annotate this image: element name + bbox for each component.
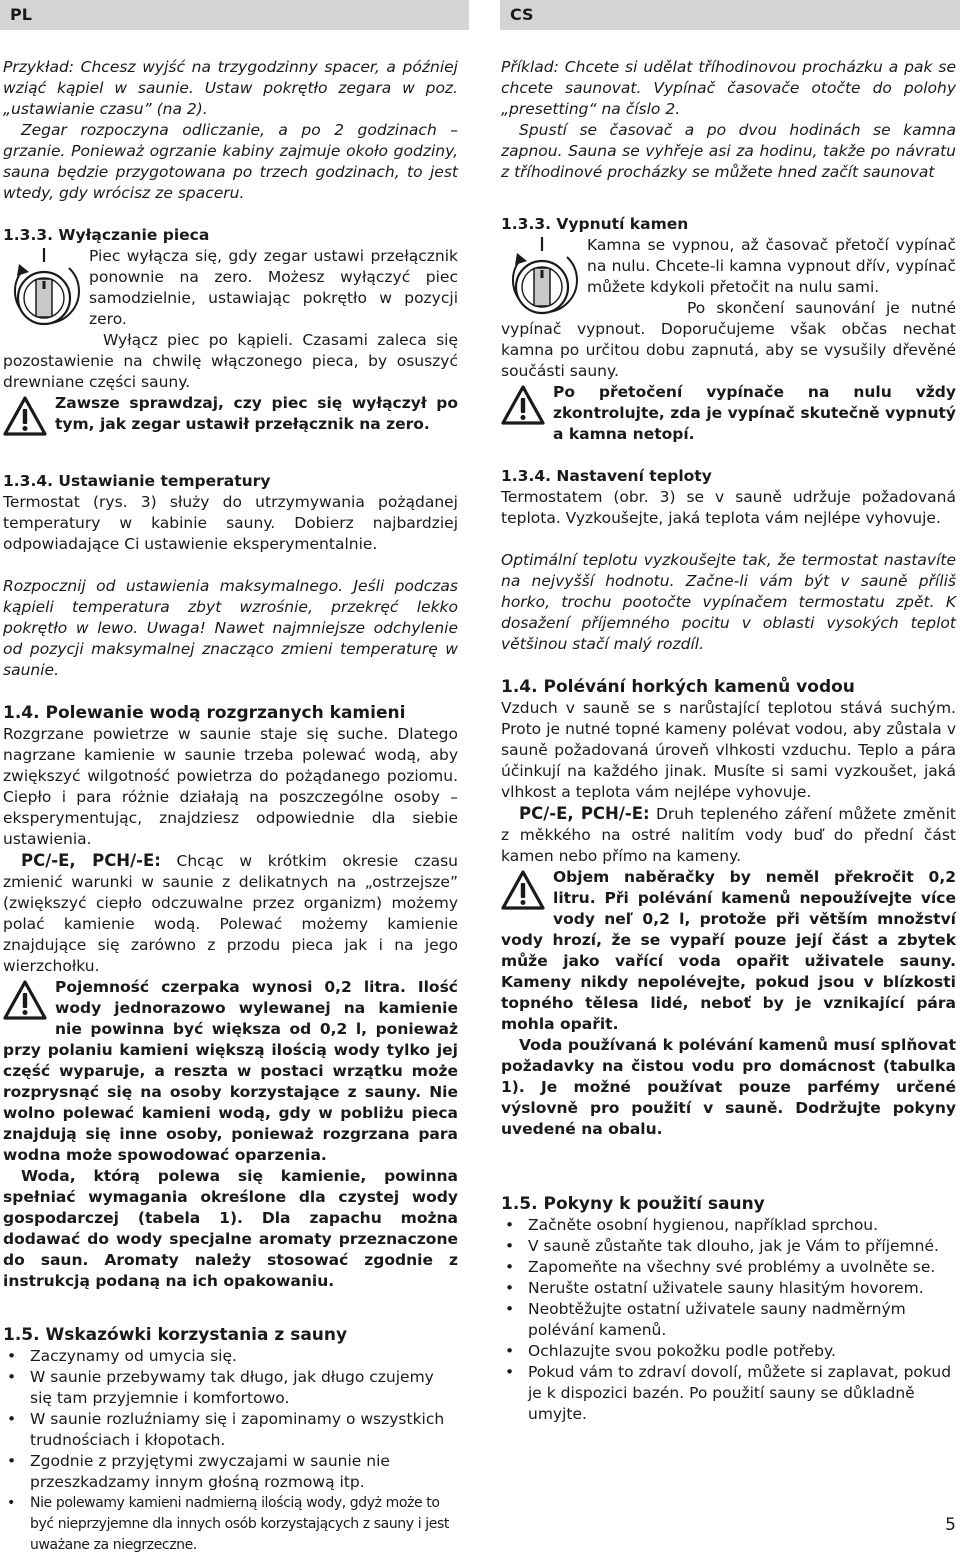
list-item: • W saunie rozluźniamy się i zapominamy o wszystkich trudnościach i kłopotach. — [3, 1409, 458, 1451]
cs-s133-p2: Po skončení saunování je nutné vypínač vypnout. Doporučujeme však občas nechat kamna po určitou dobu zapnutá, aby se vysušily dřevěné součásti sauny. — [501, 299, 956, 380]
cs-example-2: Spustí se časovač a po dvou hodinách se kamna zapnou. Sauna se vyhřeje asi za hodinu, takže po návratu z tříhodinové procházky se můžete hned začít saunovat — [501, 121, 956, 181]
page-number: 5 — [945, 1515, 956, 1535]
pl-s14-p3: Woda, którą polewa się kamienie, powinna spełniać wymagania określone dla czystej wody gospodarczej (tabela 1). Dla zapachu można dodawać do wody specjalne aromaty przeznaczone do saun. Aromaty należy stosować zgodnie z instrukcją podaną na ich opakowaniu. — [3, 1167, 458, 1290]
pl-s134-p2: Rozpocznij od ustawienia maksymalnego. Jeśli podczas kąpieli temperatura zbyt wzrośnie, przekręć lekko pokrętło w lewo. Uwaga! Nawet najmniejsze odchylenie od pozycji maksymalnej znacząco zmieni temperaturę w saunie. — [3, 577, 458, 679]
list-item: • Začněte osobní hygienou, například sprchou. — [501, 1215, 956, 1236]
list-item: • Zapomeňte na všechny své problémy a uvolněte se. — [501, 1257, 956, 1278]
list-item: • Nerušte ostatní uživatele sauny hlasitým hovorem. — [501, 1278, 956, 1299]
pl-s14-warning: Pojemność czerpaka wynosi 0,2 litra. Ilość wody jednorazowo wylewanej na kamienie nie powinna być większa od 0,2 l, ponieważ przy polaniu kamieni większą ilością wody tylko jej część wyparuje, a reszta w postaci wrzątku może rozprysnąć się na osoby korzystające z sauny. Nie wolno polewać kamieni wodą, gdy w pobliżu pieca znajdują się inne osoby, ponieważ rozgrzana para wodna może spowodować oparzenia. — [3, 978, 458, 1164]
pl-s14-p2-lead: PC/-E, PCH/-E: — [21, 851, 161, 870]
pl-section-1-3-4-title: 1.3.4. Ustawianie temperatury — [3, 472, 271, 490]
pl-s134-p1: Termostat (rys. 3) służy do utrzymywania pożądanej temperatury w kabinie sauny. Dobierz najbardziej odpowiadające Ci ustawienie eksperymentalnie. — [3, 493, 458, 553]
pl-tips-list — [3, 1346, 458, 1556]
language-tab-pl: PL — [0, 0, 469, 30]
warning-icon — [501, 869, 545, 913]
cs-s134-p2: Optimální teplotu vyzkoušejte tak, že termostat nastavíte na nejvyšší hodnotu. Začne-li vám být v sauně příliš horko, trochu pootočte vypínačem termostatu zpět. K dosažení příjemného pocitu v oblasti vysokých teplot většinou stačí malý rozdíl. — [501, 551, 956, 653]
list-item: • Zgodnie z przyjętymi zwyczajami w saunie nie przeszkadzamy innym głośną rozmową itp. — [3, 1451, 458, 1493]
cs-section-1-5-title: 1.5. Pokyny k použití sauny — [501, 1194, 765, 1214]
warning-icon — [3, 979, 47, 1023]
list-item: • W saunie przebywamy tak długo, jak długo czujemy się tam przyjemnie i komfortowo. — [3, 1367, 458, 1409]
cs-s14-p2 — [501, 803, 956, 867]
cs-tips-list — [501, 1215, 956, 1425]
pl-example-1: Przykład: Chcesz wyjść na trzygodzinny spacer, a później wziąć kąpiel w saunie. Ustaw pokrętło zegara w poz. „ustawianie czasu” (na 2). — [3, 58, 458, 118]
timer-dial-icon — [3, 246, 85, 330]
timer-dial-icon — [501, 235, 583, 319]
list-item: • V sauně zůstaňte tak dlouho, jak je Vám to příjemné. — [501, 1236, 956, 1257]
cs-s133-warning: Po přetočení vypínače na nulu vždy zkontrolujte, zda je vypínač skutečně vypnutý a kamna netopí. — [553, 383, 956, 443]
pl-s133-p2: Wyłącz piec po kąpieli. Czasami zaleca się pozostawienie na chwilę włączonego pieca, by osuszyć drewniane części sauny. — [3, 331, 458, 391]
pl-s14-p2 — [3, 850, 458, 977]
cs-s14-p2-text: Druh tepleného záření můžete změnit z měkkého na ostré nalitím vody buď do přední část kamen nebo přímo na kameny. — [501, 805, 956, 865]
warning-icon — [501, 384, 545, 428]
column-czech — [501, 57, 956, 1425]
list-item: • Pokud vám to zdraví dovolí, můžete si zaplavat, pokud je k dispozici bazén. Po použití sauny se důkladně umyjte. — [501, 1362, 956, 1425]
list-item: • Nie polewamy kamieni nadmierną ilością wody, gdyż może to być nieprzyjemne dla innych osób korzystających z sauny i jest uważane za niegrzeczne. — [3, 1493, 458, 1556]
cs-s133-p1: Kamna se vypnou, až časovač přetočí vypínač na nulu. Chcete-li kamna vypnout dřív, vypínač můžete kdykoli přetočit na nulu sami. — [587, 236, 956, 296]
column-polish — [3, 57, 458, 1556]
cs-section-1-3-3-title: 1.3.3. Vypnutí kamen — [501, 215, 689, 233]
pl-s14-p2-text: Chcąc w krótkim okresie czasu zmienić warunki w saunie z delikatnych na „ostrzejsze” (zwiększyć ciepło odczuwalne przez organizm) możemy polać kamienie wodą. Polewać możemy kamienie znajdujące się zarówno z przodu pieca jak i na jego wierzchołku. — [3, 852, 458, 975]
list-item: • Neobtěžujte ostatní uživatele sauny nadměrným polévání kamenů. — [501, 1299, 956, 1341]
cs-section-1-4-title: 1.4. Polévání horkých kamenů vodou — [501, 677, 855, 697]
pl-example-2: Zegar rozpoczyna odliczanie, a po 2 godzinach – grzanie. Ponieważ ogrzanie kabiny zajmuje około godziny, sauna będzie przygotowana po trzech godzinach, to jest wtedy, gdy wrócisz ze spaceru. — [3, 121, 458, 202]
cs-s14-p2-lead: PC/-E, PCH/-E: — [519, 804, 650, 823]
cs-s14-p1: Vzduch v sauně se s narůstající teplotou stává suchým. Proto je nutné topné kameny polévat vodou, aby zůstala v sauně požadovaná úroveň vlhkosti vzduchu. Teplo a pára účinkují na každého jinak. Musíte si sami vyzkoušet, jaká vlhkost a teplota vám nejlépe vyhovuje. — [501, 699, 956, 801]
pl-section-1-5-title: 1.5. Wskazówki korzystania z sauny — [3, 1325, 348, 1345]
warning-icon — [3, 395, 47, 439]
list-item: • Ochlazujte svou pokožku podle potřeby. — [501, 1341, 956, 1362]
pl-section-1-3-3-title: 1.3.3. Wyłączanie pieca — [3, 226, 210, 244]
cs-section-1-3-4-title: 1.3.4. Nastavení teploty — [501, 467, 712, 485]
pl-s133-p1: Piec wyłącza się, gdy zegar ustawi przełącznik ponownie na zero. Możesz wyłączyć piec samodzielnie, ustawiając pokrętło w pozycji zero. — [89, 247, 458, 328]
pl-s133-warning: Zawsze sprawdzaj, czy piec się wyłączył po tym, jak zegar ustawił przełącznik na zero. — [55, 394, 458, 433]
cs-s134-p1: Termostatem (obr. 3) se v sauně udržuje požadovaná teplota. Vyzkoušejte, jaká teplota vám nejlépe vyhovuje. — [501, 488, 956, 527]
cs-example-1: Příklad: Chcete si udělat tříhodinovou procházku a pak se chcete saunovat. Vypínač časovače otočte do polohy „presetting“ na číslo 2. — [501, 58, 956, 118]
language-tab-cs: CS — [500, 0, 960, 30]
list-item: • Zaczynamy od umycia się. — [3, 1346, 458, 1367]
pl-s14-p1: Rozgrzane powietrze w saunie staje się suche. Dlatego nagrzane kamienie w saunie trzeba polewać wodą, aby zwiększyć wilgotność powietrza do pożądanego poziomu. Ciepło i para różnie działają na poszczególne osoby – eksperymentując, znajdziesz odpowiednie dla siebie ustawienia. — [3, 725, 458, 848]
pl-section-1-4-title: 1.4. Polewanie wodą rozgrzanych kamieni — [3, 703, 406, 723]
cs-s14-warning: Objem naběračky by neměl překročit 0,2 litru. Při polévání kamenů nepoužívejte více vody neľ 0,2 l, protože při větším množství vody hrozí, že se vypaří pouze její část a zbytek může jako vařící voda opařit uživatele sauny. Kameny nikdy nepolévejte, pokud jsou v blízkosti topného tělesa lidé, neboť by je vznikající pára mohla opařit. — [501, 868, 956, 1033]
cs-s14-p3: Voda používaná k polévání kamenů musí splňovat požadavky na čistou vodu pro domácnost (tabulka 1). Je možné používat pouze parfémy určené výslovně pro použití v sauně. Dodržujte pokyny uvedené na obalu. — [501, 1036, 956, 1138]
